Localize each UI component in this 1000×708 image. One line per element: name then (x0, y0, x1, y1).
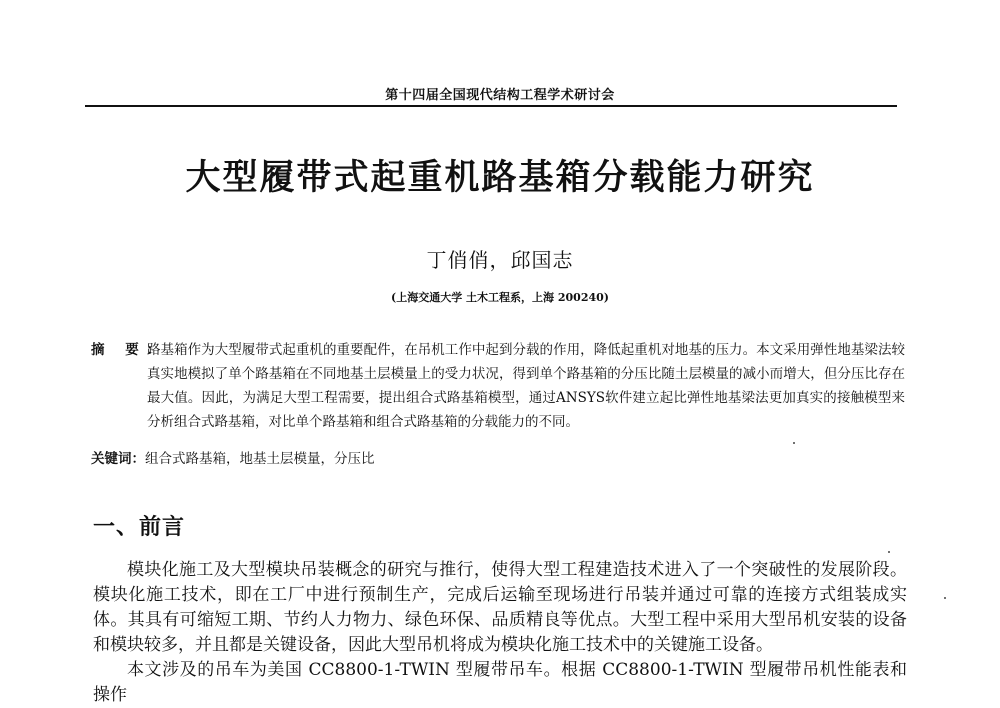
keywords-text: 组合式路基箱，地基土层模量，分压比 (145, 451, 375, 467)
affiliation: (上海交通大学 土木工程系，上海 200240) (391, 291, 609, 304)
section-heading: 一、前言 (93, 515, 186, 540)
scan-speck (793, 442, 795, 444)
abstract (91, 338, 905, 434)
scan-speck (944, 597, 946, 599)
running-header: 第十四届全国现代结构工程学术研讨会 (385, 88, 615, 103)
keywords-label: 关键词： (91, 451, 145, 467)
abstract-body: 路基箱作为大型履带式起重机的重要配件，在吊机工作中起到分载的作用，降低起重机对地基的压力。本文采用弹性地基梁法较真实地模拟了单个路基箱在不同地基土层模量上的受力状况，得到单个路基箱的分压比随土层模量的减小而增大，但分压比存在最大值。因此，为满足大型工程需要，提出组合式路基箱模型，通过ANSYS软件建立起比弹性地基梁法更加真实的接触模型来分析组合式路基箱，对比单个路基箱和组合式路基箱的分载能力的不同。 (147, 342, 905, 430)
body-paragraph: 本文涉及的吊车为美国 CC8800-1-TWIN 型履带吊车。根据 CC8800-1-TWIN 型履带吊机性能表和操作 (93, 660, 907, 705)
keywords (91, 448, 905, 470)
paper-title: 大型履带式起重机路基箱分载能力研究 (185, 158, 815, 198)
scan-speck (888, 551, 890, 553)
authors: 丁俏俏，邱国志 (426, 248, 574, 272)
abstract-label: 摘 要： (91, 342, 169, 358)
section-body (93, 558, 907, 708)
header-rule (85, 105, 897, 107)
body-paragraph: 模块化施工及大型模块吊装概念的研究与推行，使得大型工程建造技术进入了一个突破性的发展阶段。模块化施工技术，即在工厂中进行预制生产，完成后运输至现场进行吊装并通过可靠的连接方式组装成实体。其具有可缩短工期、节约人力物力、绿色环保、品质精良等优点。大型工程中采用大型吊机安装的设备和模块较多，并且都是关键设备，因此大型吊机将成为模块化施工技术中的关键施工设备。 (93, 560, 907, 655)
